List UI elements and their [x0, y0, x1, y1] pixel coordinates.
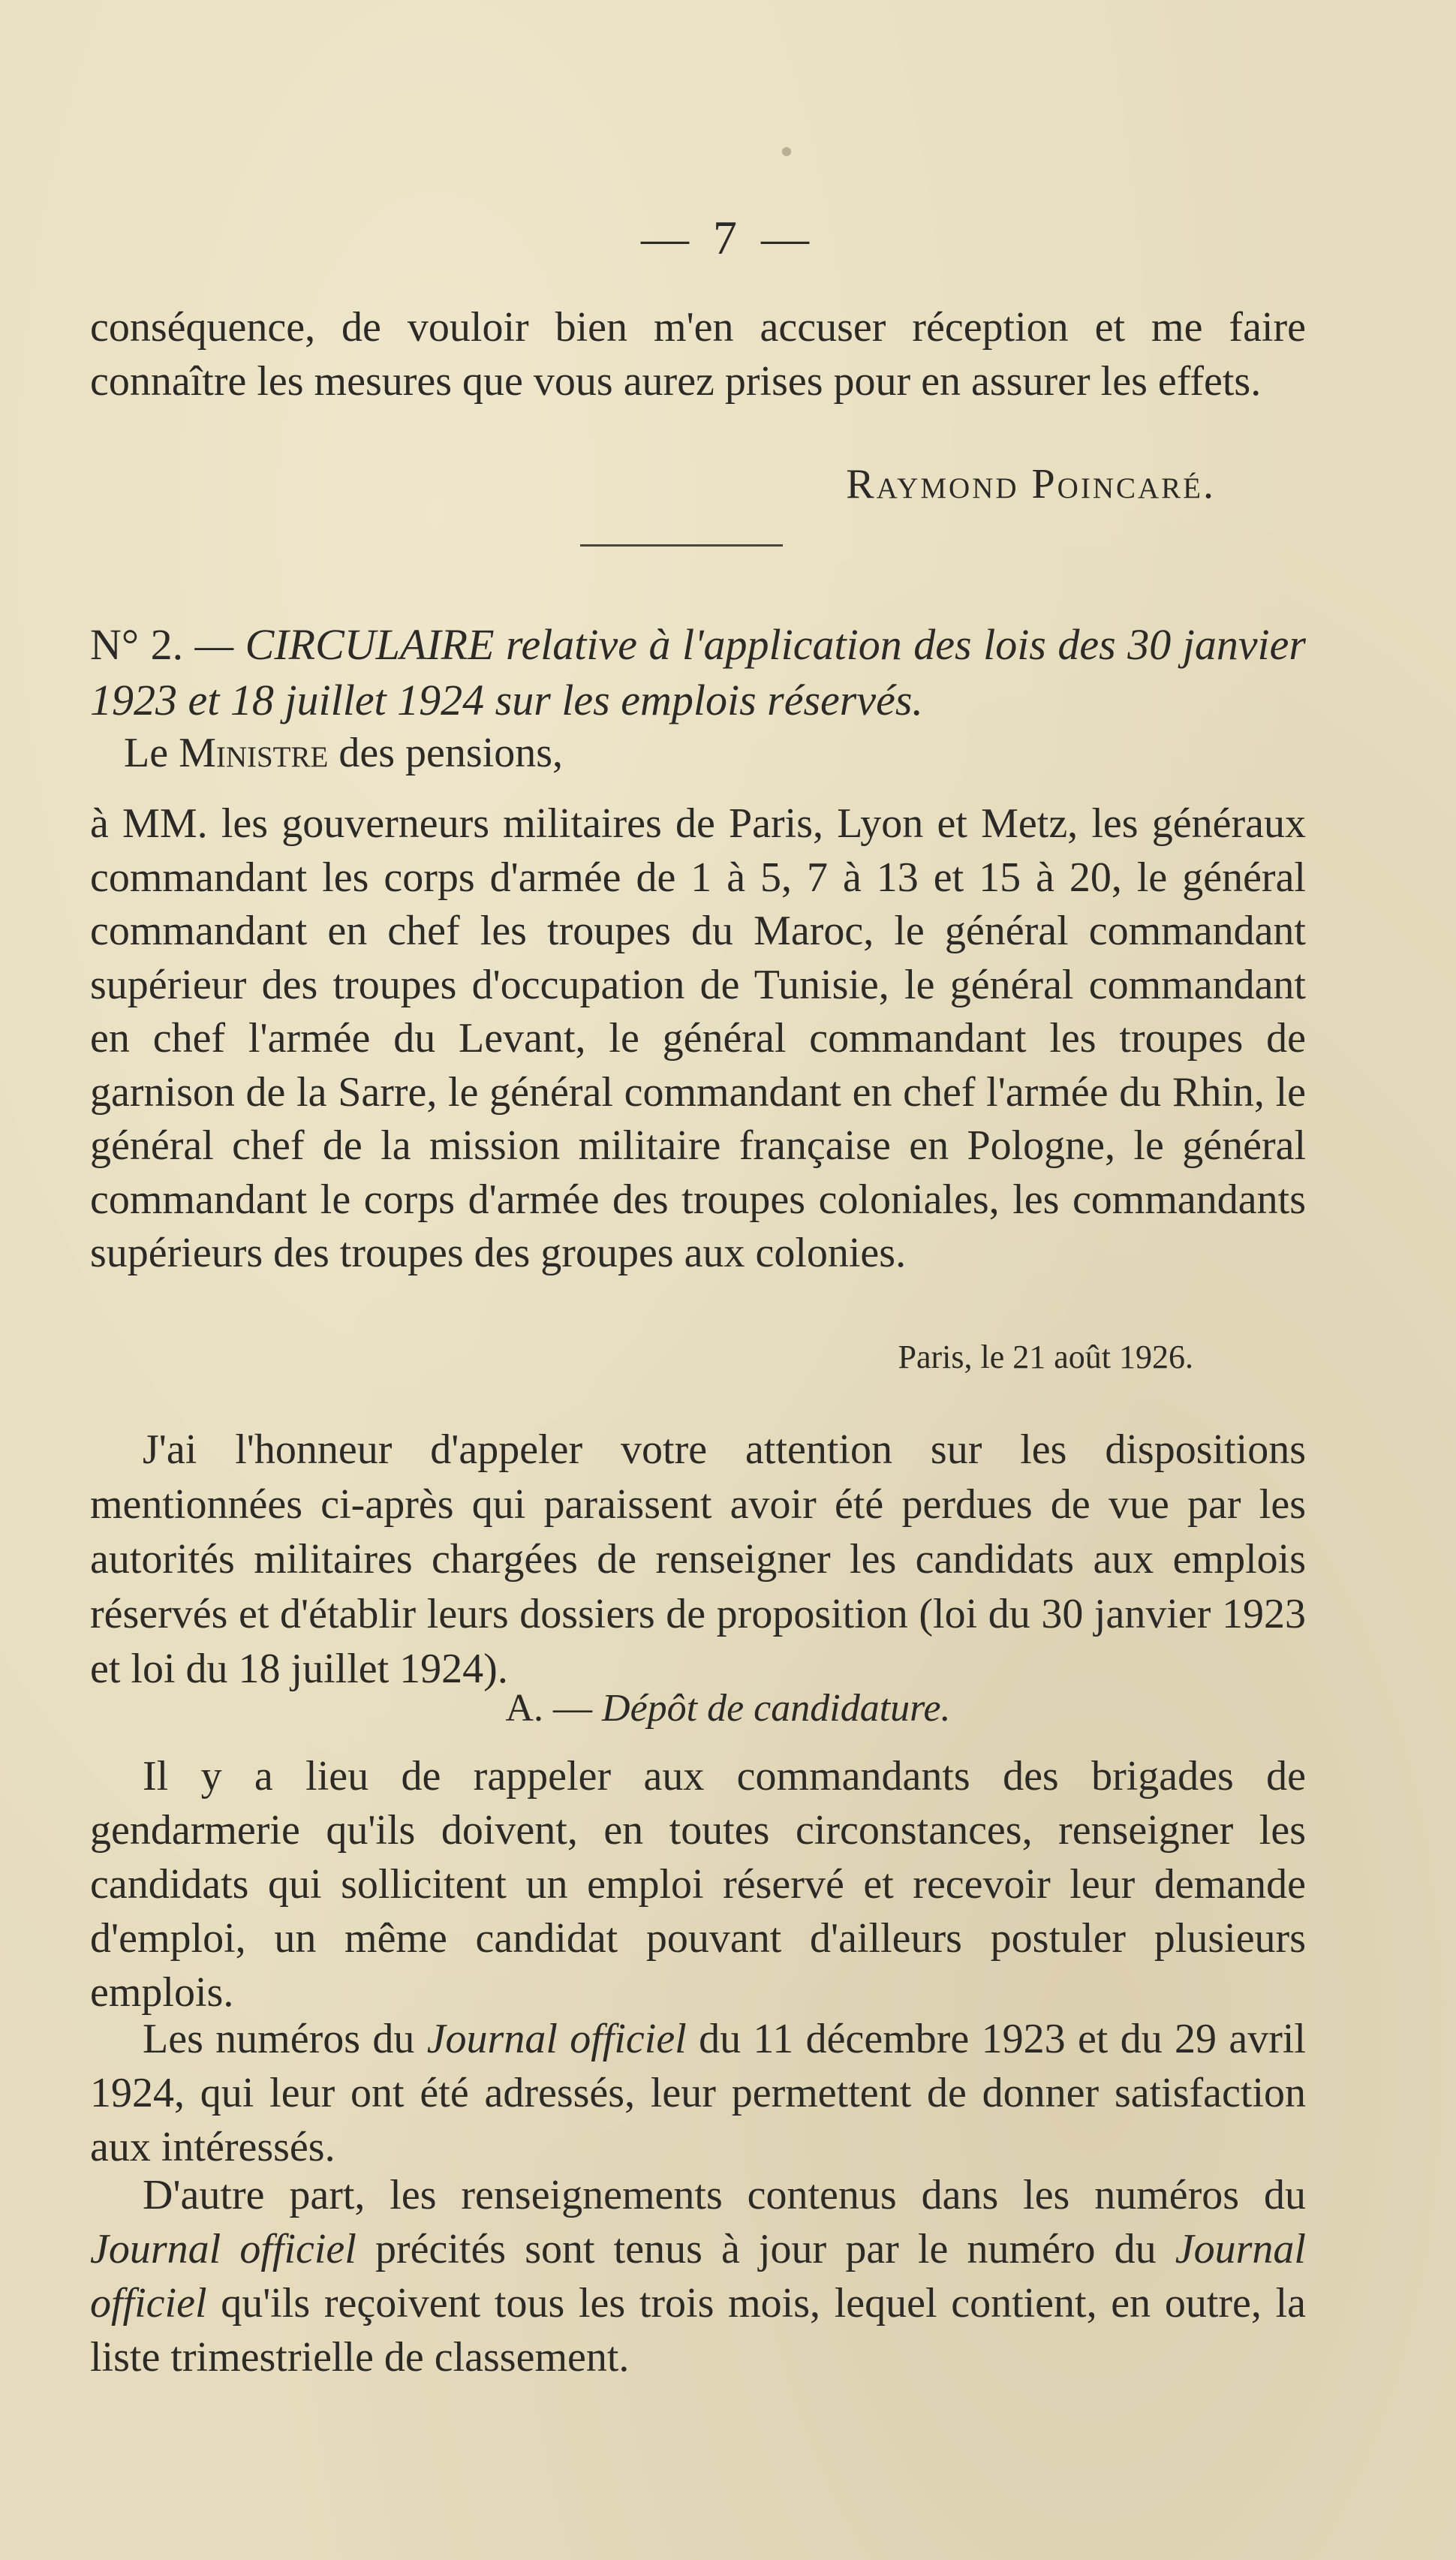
paragraph-4-part3: qu'ils reçoivent tous les trois mois, lequel contient, en outre, la liste trimestrielle de classement.	[90, 2280, 1306, 2381]
paragraph-4-part1: D'autre part, les renseignements contenus dans les numéros du	[143, 2172, 1306, 2218]
sender-suffix: des pensions,	[328, 730, 563, 776]
circular-title	[90, 617, 1306, 728]
opening-paragraph: conséquence, de vouloir bien m'en accuser réception et me faire connaître les mesures que vous aurez prises pour en assurer les effets.	[90, 304, 1306, 405]
paragraph-4-journal2: Journal officiel	[90, 2226, 1306, 2327]
paragraph-3-after: du 11 décembre 1923 et du 29 avril 1924, qui leur ont été adressés, leur permettent de donner satisfaction aux intéressés.	[90, 2016, 1306, 2170]
paragraph-4-part2: précités sont tenus à jour par le numéro du	[356, 2226, 1175, 2272]
section-letter: A. —	[505, 1687, 603, 1730]
sender-title: Ministre	[179, 730, 329, 776]
paragraph-4-journal1: Journal officiel	[90, 2226, 356, 2272]
paragraph-3-journal: Journal officiel	[426, 2016, 687, 2062]
date-line: Paris, le 21 août 1926.	[898, 1339, 1193, 1375]
paragraph-4	[90, 2168, 1306, 2384]
page-number: — 7 —	[641, 211, 815, 264]
paragraph-2: Il y a lieu de rappeler aux commandants des brigades de gendarmerie qu'ils doivent, en toutes circonstances, renseigner les candidats qui sollicitent un emploi réservé et recevoir leur demande d'emploi, un même candidat pouvant d'ailleurs postuler plusieurs emplois.	[90, 1753, 1306, 2016]
separator-rule	[580, 544, 783, 547]
paragraph-3	[90, 2012, 1306, 2174]
ink-speck	[782, 147, 791, 156]
circular-subject: — CIRCULAIRE relative à l'application des lois des 30 janvier 1923 et 18 juillet 1924 sur les emplois réservés.	[90, 620, 1306, 724]
sender-prefix: Le	[124, 730, 179, 776]
section-heading	[0, 1686, 1456, 1730]
section-title: Dépôt de candidature.	[602, 1687, 951, 1730]
sender-line	[124, 726, 1250, 780]
signature: Raymond Poincaré.	[846, 461, 1216, 507]
paragraph-3-before: Les numéros du	[143, 2016, 427, 2062]
circular-number: N° 2.	[90, 620, 184, 669]
paragraph-1: J'ai l'honneur d'appeler votre attention sur les dispositions mentionnées ci-après qui paraissent avoir été perdues de vue par les autorités militaires chargées de renseigner les candidats aux emplois réservés et d'établir leurs dossiers de proposition (loi du 30 janvier 1923 et loi du 18 juillet 1924).	[90, 1426, 1306, 1692]
addressees-paragraph: à MM. les gouverneurs militaires de Paris, Lyon et Metz, les généraux commandant les corps d'armée de 1 à 5, 7 à 13 et 15 à 20, le général commandant en chef les troupes du Maroc, le général commandant supérieur des troupes d'occupation de Tunisie, le général commandant en chef l'armée du Levant, le général commandant les troupes de garnison de la Sarre, le général commandant en chef l'armée du Rhin, le général chef de la mission militaire française en Pologne, le général commandant le corps d'armée des troupes coloniales, les commandants supérieurs des troupes des groupes aux colonies.	[90, 800, 1306, 1276]
